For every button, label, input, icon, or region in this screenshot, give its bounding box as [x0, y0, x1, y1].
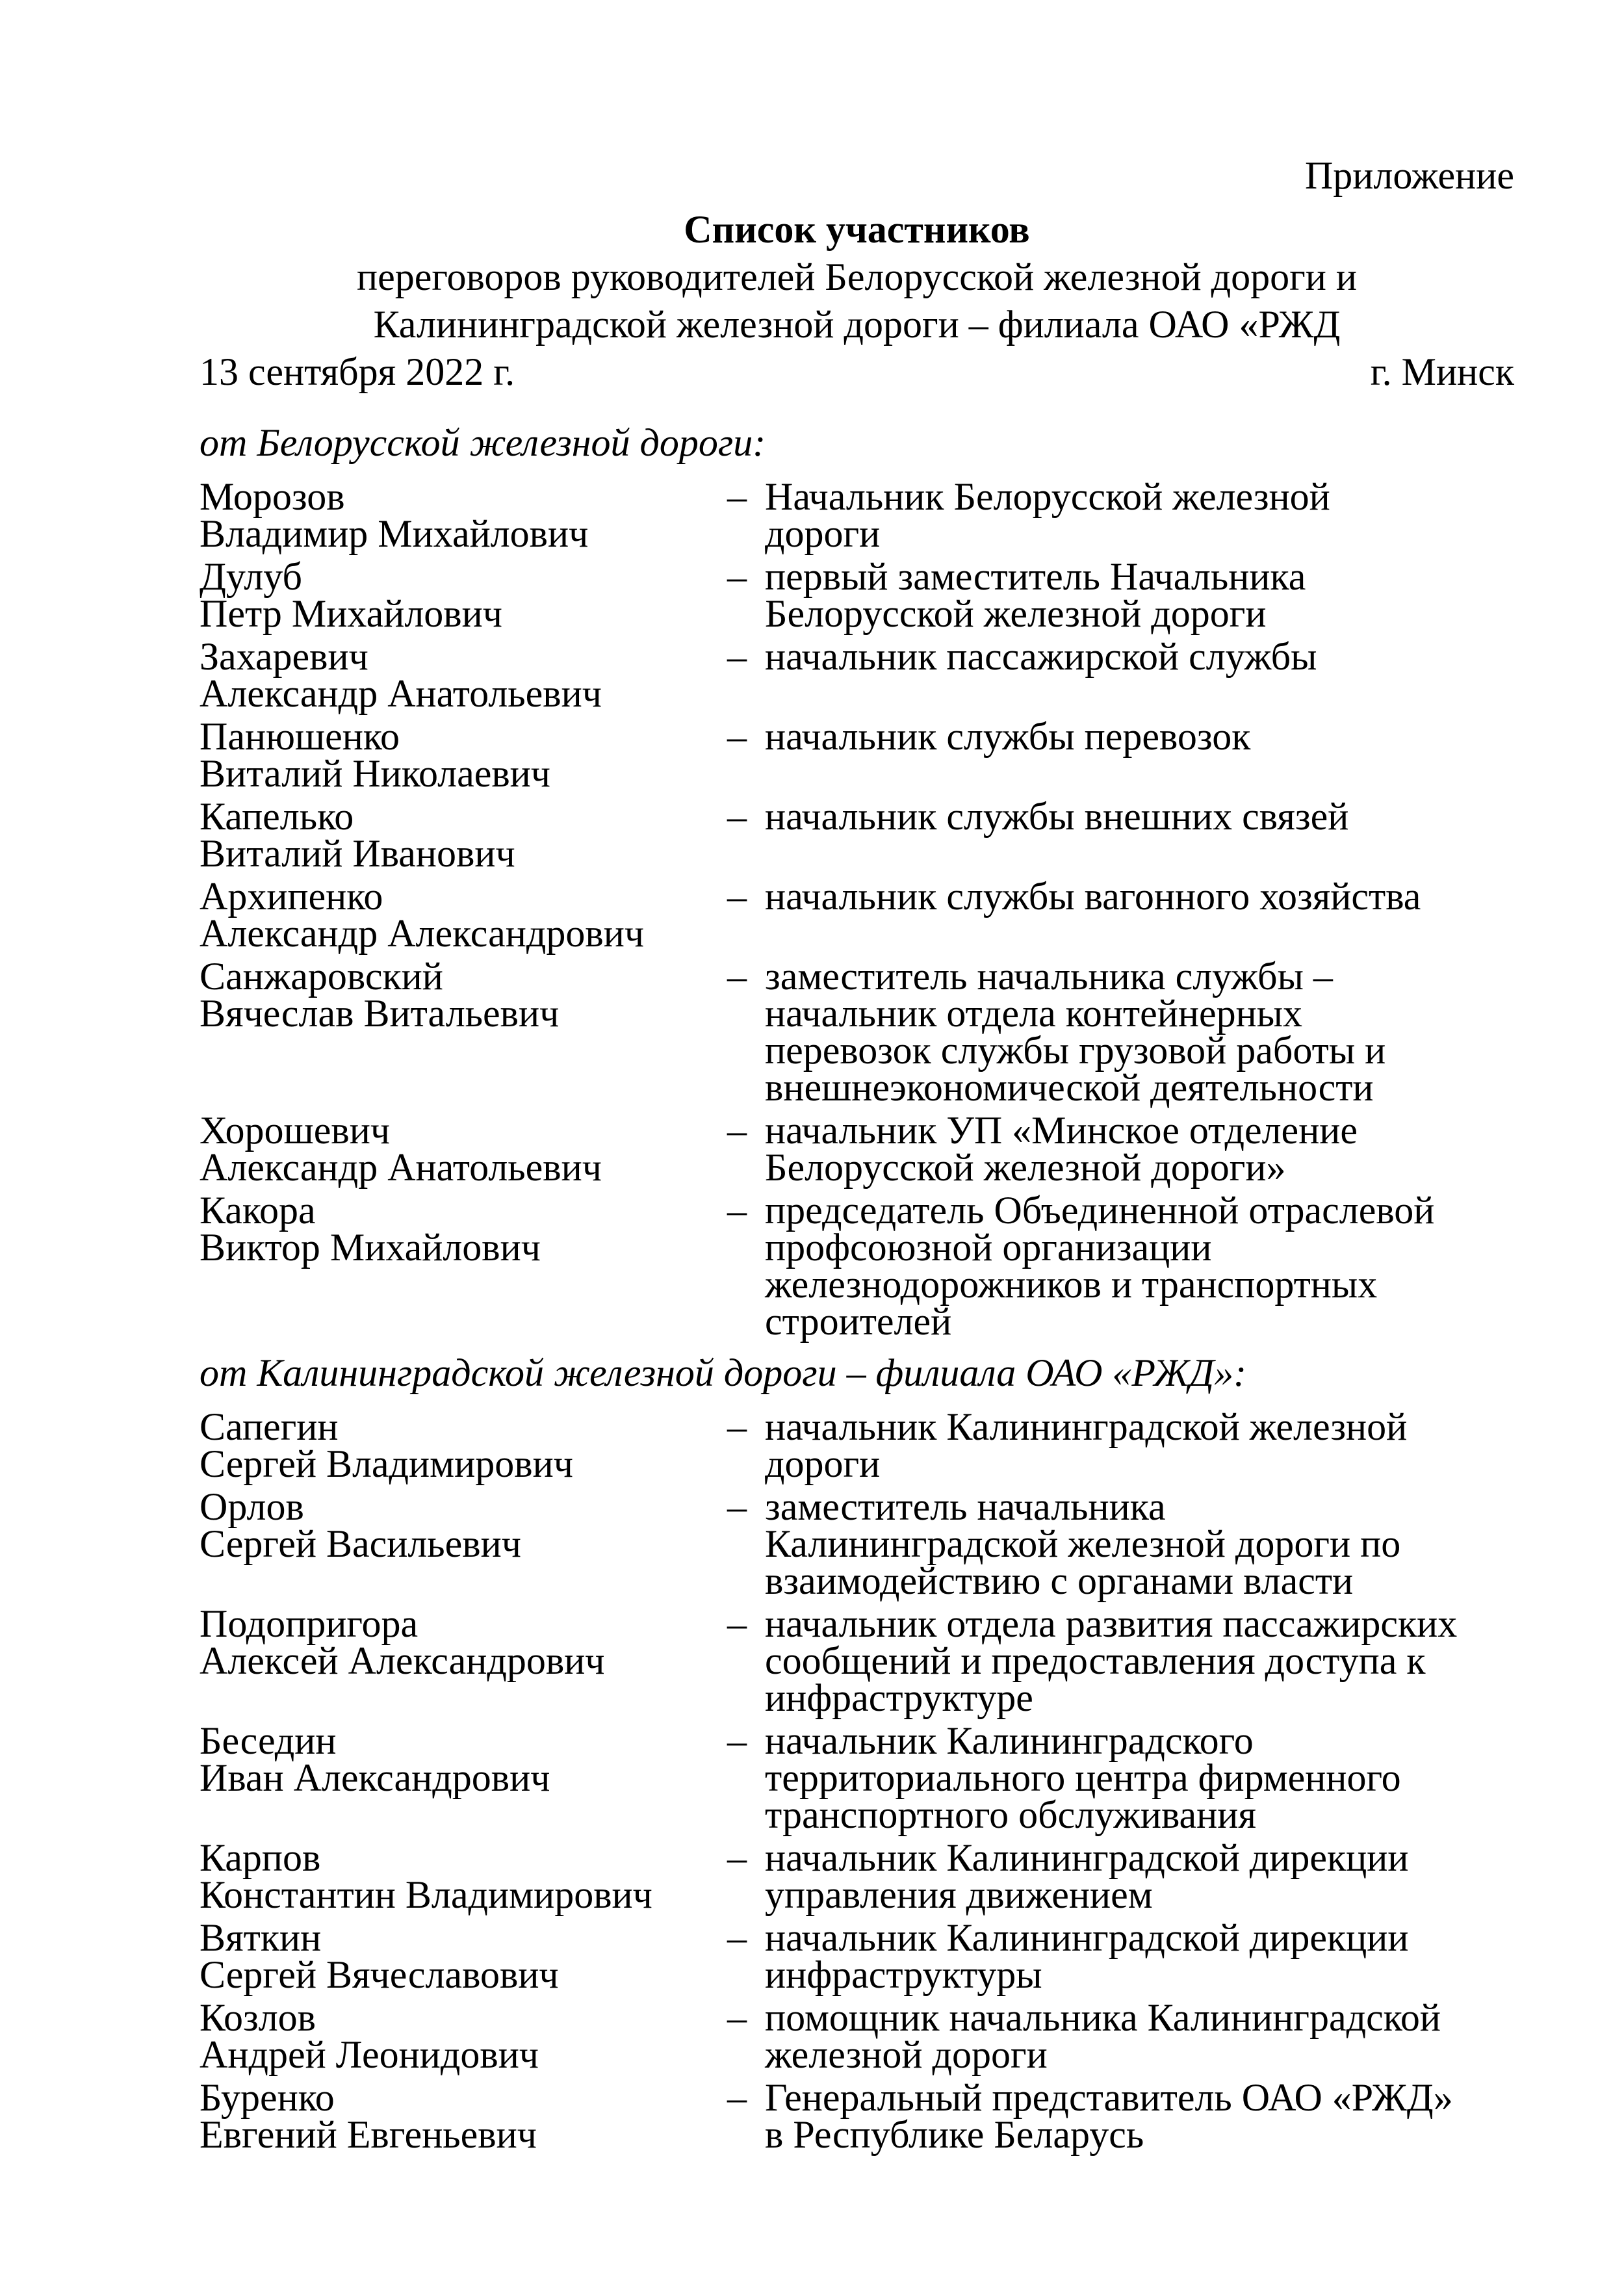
participant-given-names: Константин Владимирович — [200, 1873, 652, 1916]
position-line: дороги — [765, 1442, 881, 1485]
document-title: Список участников — [684, 208, 1030, 251]
participant-position — [727, 1602, 1514, 1719]
participant-given-names: Александр Анатольевич — [200, 1146, 602, 1189]
participant-entry — [200, 1996, 1514, 2076]
participant-name — [200, 1405, 727, 1485]
dash-separator: – — [727, 1189, 747, 1232]
dash-separator: – — [727, 1602, 747, 1645]
position-line: начальник Калининградской дирекции — [765, 1836, 1409, 1879]
position-line: в Республике Беларусь — [765, 2113, 1144, 2156]
position-line: железной дороги — [765, 2033, 1048, 2076]
position-line: транспортного обслуживания — [765, 1793, 1256, 1836]
position-line: дороги — [765, 512, 881, 555]
participant-surname: Беседин — [200, 1719, 337, 1762]
position-line: строителей — [765, 1300, 952, 1343]
participant-name — [200, 475, 727, 555]
participant-name — [200, 1836, 727, 1916]
participant-position — [727, 475, 1514, 555]
position-line: начальник пассажирской службы — [765, 635, 1317, 678]
dash-separator: – — [727, 635, 747, 678]
participant-entry — [200, 475, 1514, 555]
delegation-section — [200, 421, 1514, 1343]
participant-name — [200, 955, 727, 1035]
dash-separator: – — [727, 555, 747, 598]
participant-entry — [200, 1602, 1514, 1719]
position-line: внешнеэкономической деятельности — [765, 1066, 1374, 1109]
participant-surname: Какора — [200, 1189, 316, 1232]
participant-name — [200, 635, 727, 715]
dash-separator: – — [727, 2076, 747, 2119]
position-line: начальник службы внешних связей — [765, 795, 1349, 838]
participant-entry — [200, 1189, 1514, 1343]
dash-separator: – — [727, 1996, 747, 2039]
participant-surname: Козлов — [200, 1996, 316, 2039]
dash-separator: – — [727, 875, 747, 918]
participant-entry — [200, 1405, 1514, 1485]
document-date: 13 сентября 2022 г. — [200, 350, 515, 393]
participant-position — [727, 1996, 1514, 2076]
participant-name — [200, 1189, 727, 1269]
participant-position — [727, 875, 1514, 918]
position-line: первый заместитель Начальника — [765, 555, 1306, 598]
participant-entry — [200, 1109, 1514, 1189]
position-line: начальник УП «Минское отделение — [765, 1109, 1358, 1152]
participant-name — [200, 1109, 727, 1189]
document-place: г. Минск — [1370, 350, 1514, 393]
position-line: управления движением — [765, 1873, 1153, 1916]
position-line: помощник начальника Калининградской — [765, 1996, 1441, 2039]
annex-label: Приложение — [1304, 154, 1514, 197]
participant-given-names: Владимир Михайлович — [200, 512, 589, 555]
dash-separator: – — [727, 955, 747, 998]
participant-given-names: Андрей Леонидович — [200, 2033, 539, 2076]
participant-name — [200, 2076, 727, 2156]
position-lines — [765, 1916, 1514, 1996]
participant-entry — [200, 1719, 1514, 1836]
position-line: профсоюзной организации — [765, 1226, 1212, 1269]
participant-position — [727, 555, 1514, 635]
participant-surname: Карпов — [200, 1836, 321, 1879]
participant-given-names: Вячеслав Витальевич — [200, 992, 560, 1035]
position-line: начальник службы перевозок — [765, 715, 1251, 758]
participant-surname: Панюшенко — [200, 715, 400, 758]
date-place-row — [200, 350, 1514, 393]
participant-position — [727, 1719, 1514, 1836]
participant-given-names: Сергей Васильевич — [200, 1522, 521, 1565]
participant-given-names: Александр Александрович — [200, 912, 644, 955]
position-line: Белорусской железной дороги — [765, 592, 1267, 635]
position-lines — [765, 795, 1514, 838]
participant-name — [200, 555, 727, 635]
participant-name — [200, 875, 727, 955]
participant-position — [727, 2076, 1514, 2156]
participant-surname: Сапегин — [200, 1405, 339, 1448]
participant-entry — [200, 1916, 1514, 1996]
dash-separator: – — [727, 1836, 747, 1879]
participant-name — [200, 1996, 727, 2076]
participant-name — [200, 1485, 727, 1565]
participant-position — [727, 1189, 1514, 1343]
position-lines — [765, 875, 1514, 918]
position-line: взаимодействию с органами власти — [765, 1559, 1354, 1602]
participant-entry — [200, 2076, 1514, 2156]
participant-entry — [200, 715, 1514, 795]
participant-entry — [200, 1485, 1514, 1602]
participant-surname: Захаревич — [200, 635, 368, 678]
position-lines — [765, 715, 1514, 758]
participant-surname: Вяткин — [200, 1916, 322, 1959]
participant-given-names: Виталий Иванович — [200, 832, 515, 875]
participant-surname: Санжаровский — [200, 955, 443, 998]
participant-name — [200, 715, 727, 795]
participant-name — [200, 1602, 727, 1682]
participant-surname: Капелько — [200, 795, 354, 838]
position-lines — [765, 555, 1514, 635]
position-line: начальник отдела развития пассажирских — [765, 1602, 1458, 1645]
position-line: железнодорожников и транспортных — [765, 1263, 1378, 1306]
position-lines — [765, 2076, 1514, 2156]
participant-given-names: Петр Михайлович — [200, 592, 502, 635]
participant-given-names: Алексей Александрович — [200, 1639, 605, 1682]
position-line: инфраструктуры — [765, 1953, 1042, 1996]
participant-entry — [200, 1836, 1514, 1916]
position-line: перевозок службы грузовой работы и — [765, 1029, 1386, 1072]
participant-position — [727, 1836, 1514, 1916]
position-line: Начальник Белорусской железной — [765, 475, 1330, 518]
position-lines — [765, 1719, 1514, 1836]
participant-name — [200, 795, 727, 875]
participant-position — [727, 1109, 1514, 1189]
participant-surname: Буренко — [200, 2076, 335, 2119]
participant-surname: Подопригора — [200, 1602, 419, 1645]
participant-given-names: Сергей Владимирович — [200, 1442, 573, 1485]
participant-position — [727, 955, 1514, 1109]
participant-surname: Орлов — [200, 1485, 304, 1528]
position-lines — [765, 1485, 1514, 1602]
participant-position — [727, 635, 1514, 678]
position-lines — [765, 1189, 1514, 1343]
participant-entry — [200, 635, 1514, 715]
section-heading: от Калининградской железной дороги – филиала ОАО «РЖД»: — [200, 1351, 1247, 1394]
subtitle-line-1: переговоров руководителей Белорусской железной дороги и — [357, 255, 1357, 298]
position-lines — [765, 1836, 1514, 1916]
position-lines — [765, 1996, 1514, 2076]
participant-given-names: Виктор Михайлович — [200, 1226, 541, 1269]
participant-entry — [200, 795, 1514, 875]
position-line: заместитель начальника службы – — [765, 955, 1333, 998]
participant-entry — [200, 955, 1514, 1109]
position-line: начальник Калининградской дирекции — [765, 1916, 1409, 1959]
participant-given-names: Евгений Евгеньевич — [200, 2113, 537, 2156]
participant-position — [727, 1405, 1514, 1485]
section-heading: от Белорусской железной дороги: — [200, 421, 766, 464]
subtitle-line-2: Калининградской железной дороги – филиала ОАО «РЖД — [373, 303, 1341, 346]
participant-given-names: Сергей Вячеславович — [200, 1953, 559, 1996]
position-line: начальник Калининградской железной — [765, 1405, 1408, 1448]
dash-separator: – — [727, 1405, 747, 1448]
position-line: сообщений и предоставления доступа к — [765, 1639, 1426, 1682]
position-line: председатель Объединенной отраслевой — [765, 1189, 1435, 1232]
position-lines — [765, 1405, 1514, 1485]
position-lines — [765, 1109, 1514, 1189]
delegation-section — [200, 1351, 1514, 2156]
position-line: начальник службы вагонного хозяйства — [765, 875, 1421, 918]
dash-separator: – — [727, 1916, 747, 1959]
dash-separator: – — [727, 795, 747, 838]
participant-given-names: Виталий Николаевич — [200, 752, 550, 795]
participant-position — [727, 1916, 1514, 1996]
entries-list — [200, 475, 1514, 1343]
position-line: Калининградской железной дороги по — [765, 1522, 1401, 1565]
dash-separator: – — [727, 1109, 747, 1152]
position-lines — [765, 1602, 1514, 1719]
position-line: заместитель начальника — [765, 1485, 1166, 1528]
participant-given-names: Александр Анатольевич — [200, 672, 602, 715]
position-lines — [765, 635, 1514, 678]
participants-sections — [200, 421, 1514, 2156]
position-line: территориального центра фирменного — [765, 1756, 1401, 1799]
position-lines — [765, 475, 1514, 555]
participant-entry — [200, 555, 1514, 635]
participant-name — [200, 1719, 727, 1799]
position-lines — [765, 955, 1514, 1109]
position-line: начальник отдела контейнерных — [765, 992, 1303, 1035]
participant-given-names: Иван Александрович — [200, 1756, 550, 1799]
entries-list — [200, 1405, 1514, 2156]
position-line: начальник Калининградского — [765, 1719, 1254, 1762]
participant-surname: Хорошевич — [200, 1109, 390, 1152]
dash-separator: – — [727, 715, 747, 758]
participant-position — [727, 1485, 1514, 1602]
participant-position — [727, 795, 1514, 838]
participant-position — [727, 715, 1514, 758]
participant-name — [200, 1916, 727, 1996]
dash-separator: – — [727, 475, 747, 518]
participant-surname: Архипенко — [200, 875, 383, 918]
dash-separator: – — [727, 1485, 747, 1528]
participant-surname: Дулуб — [200, 555, 302, 598]
position-line: Белорусской железной дороги» — [765, 1146, 1286, 1189]
participant-surname: Морозов — [200, 475, 345, 518]
participant-entry — [200, 875, 1514, 955]
position-line: инфраструктуре — [765, 1676, 1033, 1719]
dash-separator: – — [727, 1719, 747, 1762]
position-line: Генеральный представитель ОАО «РЖД» — [765, 2076, 1453, 2119]
